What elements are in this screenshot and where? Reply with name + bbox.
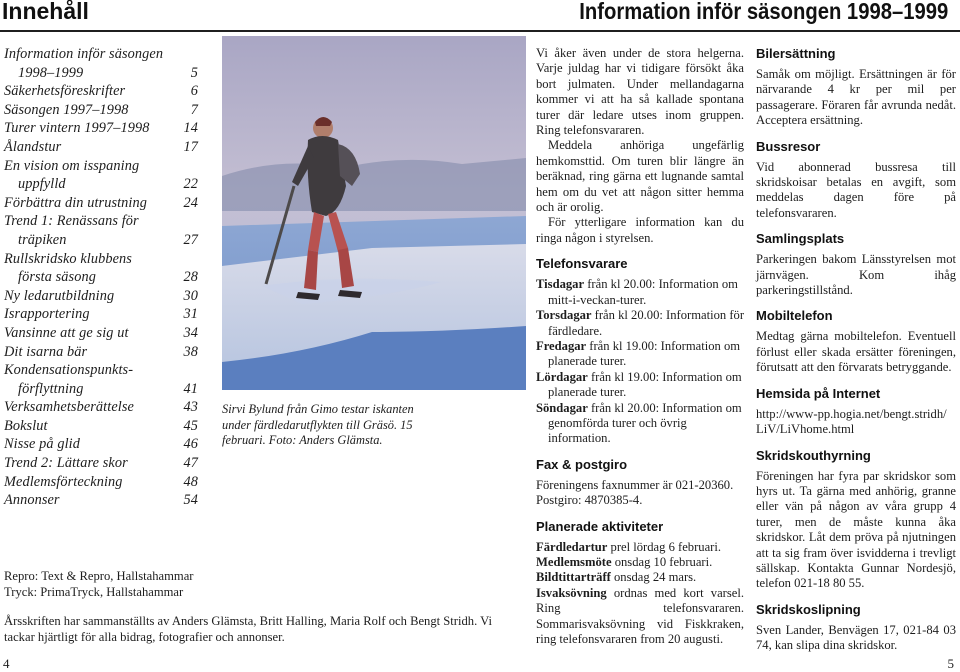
toc-entry-page: 27 [183,231,198,248]
toc-entry-title: Kondensationspunkts- [4,362,134,379]
toc-entry-page: 41 [183,380,198,397]
schedule-text: från kl 20.00: Information om genomförda turer och övrig information. [548,400,742,446]
section-heading-fax: Fax & postgiro [536,456,628,472]
page-title-left: Innehåll [2,0,89,24]
header-rule [0,30,960,32]
activity-text: prel lördag 6 februari. [610,539,722,554]
toc-entry [4,287,204,306]
schedule-text: från kl 20.00: Information för färdledare. [548,308,745,338]
toc-entry-page: 47 [183,455,198,472]
toc-entry-page: 22 [183,176,198,193]
repro-line: Repro: Text & Repro, Hallstahammar [4,569,194,583]
activity-item [536,586,744,648]
section-text: Föreningen har fyra par skridskor som hyrs ut. Ta gärna med anhörig, granne eller vän på någon av våra grupp 4 turer, men de måste kunna åka skridskor. Låt dem pröva på njutningen att ta sig fram över isvidderna i trevligt sällskap. Kontakta Gunnar Nordesjö, telefon 021-18 80 55. [756,468,956,591]
intro-paragraph: För ytterligare information kan du ringa någon i styrelsen. [536,215,744,245]
toc-entry [4,361,204,398]
toc-entry-title: Verksamhetsberättelse [4,399,134,416]
repro-info [4,568,194,600]
toc-entry [4,82,204,101]
toc-entry-page: 45 [183,417,198,434]
activity-name: Bildtittarträff [536,570,611,585]
page-title-right: Information inför säsongen 1998–1999 [579,0,948,24]
toc-entry-page: 46 [183,436,198,453]
toc-entry-title: Säsongen 1997–1998 [4,101,129,118]
section-text: Medtag gärna mobiltelefon. Eventuell förlust eller skada ersätter föreningen, förutsatt att den förvarats betryggande. [756,329,956,375]
toc-entry-title-continued: förflyttning [18,380,84,397]
section-heading: Bussresor [756,138,821,154]
toc-entry-page: 31 [183,306,198,323]
toc-entry-page: 24 [183,194,198,211]
table-of-contents [4,45,204,510]
schedule-day: Tisdagar [536,277,585,292]
toc-entry-title-continued: träpiken [18,231,67,248]
toc-entry [4,398,204,417]
toc-entry [4,454,204,473]
skater-photo [222,36,526,390]
toc-entry [4,250,204,287]
print-line: Tryck: PrimaTryck, Hallstahammar [4,585,184,599]
toc-entry [4,138,204,157]
toc-entry-title: Trend 1: Renässans för [4,213,139,230]
toc-entry-title: Nisse på glid [4,436,80,453]
toc-entry-title: Annonser [4,492,60,509]
toc-entry [4,473,204,492]
intro-paragraph: Meddela anhöriga ungefärlig hemkomsttid. Om turen blir längre än beräknad, ring gärna ett lugnande samtal hem om du vet att någon sitter hemma och är orolig. [536,138,744,215]
toc-entry-page: 38 [183,343,198,360]
toc-entry-title: Dit isarna bär [4,343,88,360]
toc-entry [4,417,204,436]
toc-entry-title-continued: uppfylld [18,176,66,193]
toc-entry-page: 43 [183,399,198,416]
schedule-text: från kl 19.00: Information om planerade turer. [548,369,742,400]
toc-entry-page: 5 [190,64,198,81]
activity-item [536,555,744,570]
section-text: Parkeringen bakom Länsstyrelsen mot järnvägen. Kom ihåg parkeringstillstånd. [756,252,956,298]
toc-entry-title: Vansinne att ge sig ut [4,324,129,341]
activity-text: ordnas med kort varsel. Ring telefonsvararen. Sommarisvaksövning vid Fiskkraken, ring telefonsvararen from 20 augusti. [536,585,744,646]
fax-number: Föreningens faxnummer är 021-20360. [536,477,734,492]
activity-name: Isvaksövning [536,585,607,600]
toc-entry-title-continued: 1998–1999 [18,64,84,81]
schedule-text: från kl 20.00: Information om mitt-i-veckan-turer. [548,277,738,307]
postgiro-number: Postgiro: 4870385-4. [536,493,643,508]
schedule-item [536,277,744,308]
toc-entry-page: 17 [183,138,198,155]
toc-entry-title: Rullskridsko klubbens [4,250,132,267]
toc-entry-title: Förbättra din utrustning [4,194,148,211]
section-heading: Mobiltelefon [756,308,833,324]
credits-text: Årsskriften har sammanställts av Anders Glämsta, Britt Halling, Maria Rolf och Bengt Stridh. Vi tackar hjärtligt för alla bidrag, fotografier och annonser. [4,614,492,644]
toc-entry [4,435,204,454]
toc-entry-page: 48 [183,473,198,490]
toc-entry-page: 54 [183,492,198,509]
toc-entry-title: Medlemsförteckning [4,473,123,490]
section-text: Samåk om möjligt. Ersättningen är för närvarande 4 kr per mil per passagerare. Föraren får avrunda nedåt. Acceptera ersättning. [756,67,956,128]
toc-entry [4,157,204,194]
intro-paragraph: Vi åker även under de stora helgerna. Varje juldag har vi tidigare försökt åka bort julmaten. Under mellandagarna kommer vi att ha så kallade spontana turer där ledare utses inom gruppen. Ring telefonsvararen. [536,46,744,138]
activity-item [536,570,744,585]
toc-entry-page: 34 [183,324,198,341]
toc-entry-page: 14 [183,120,198,137]
toc-entry [4,194,204,213]
toc-entry-title: Ny ledarutbildning [4,287,115,304]
section-heading: Skridskouthyrning [756,447,871,463]
toc-entry-title: Säkerhetsföreskrifter [4,83,126,100]
activity-text: onsdag 10 februari. [614,554,713,569]
activity-item [536,540,744,555]
section-text: Vid abonnerad bussresa till skridskoisar betalas en avgift, som meddelas dagen före på telefonsvararen. [756,159,956,220]
toc-entry-page: 7 [190,101,198,118]
activity-text: onsdag 24 mars. [614,570,697,585]
section-text: http://www-pp.hogia.net/bengt.stridh/ LiV/LiVhome.html [756,406,947,437]
schedule-text: från kl 19.00: Information om planerade turer. [548,338,741,369]
photo-caption: Sirvi Bylund från Gimo testar iskanten under färdledarutflykten till Gräsö. 15 februari. Foto: Anders Glämsta. [222,402,414,447]
section-heading: Hemsida på Internet [756,385,881,401]
toc-entry [4,324,204,343]
toc-entry-title: Information inför säsongen [4,46,164,62]
schedule-item [536,370,744,401]
toc-entry-title-continued: första säsong [18,269,96,286]
info-column-right [756,46,956,654]
section-heading-planned-activities: Planerade aktiviteter [536,518,664,534]
activity-name: Färdledartur [536,539,608,554]
toc-entry [4,212,204,249]
schedule-day: Lördagar [536,369,588,384]
section-heading: Skridskoslipning [756,601,861,617]
toc-entry-title: En vision om isspaning [4,157,140,174]
toc-entry-title: Turer vintern 1997–1998 [4,120,150,137]
section-heading-telefonsvarare: Telefonsvarare [536,256,628,272]
toc-entry-page: 28 [183,269,198,286]
toc-entry [4,119,204,138]
section-heading: Bilersättning [756,46,836,61]
page-number-right: 5 [947,656,954,671]
schedule-item [536,339,744,370]
section-heading: Samlingsplats [756,231,845,247]
toc-entry [4,491,204,510]
toc-entry-title: Bokslut [4,417,48,434]
schedule-day: Fredagar [536,338,587,353]
toc-entry-page: 6 [190,83,198,100]
info-column-middle [536,46,744,647]
schedule-day: Torsdagar [536,308,592,323]
toc-entry-title: Ålandstur [4,138,62,155]
planned-activities-list [536,540,744,648]
skater-photo-image [222,36,526,390]
toc-entry [4,305,204,324]
toc-entry-page: 30 [183,287,198,304]
toc-entry [4,101,204,120]
schedule-item [536,401,744,447]
page-number-left: 4 [3,656,10,671]
answering-machine-schedule [536,277,744,446]
activity-name: Medlemsmöte [536,554,612,569]
schedule-item [536,308,744,339]
toc-entry-title: Israpportering [4,306,90,323]
toc-entry [4,343,204,362]
toc-entry [4,45,204,82]
section-text: Sven Lander, Benvägen 17, 021-84 03 74, kan slipa dina skridskor. [756,622,956,653]
schedule-day: Söndagar [536,400,588,415]
toc-entry-title: Trend 2: Lättare skor [4,455,128,472]
